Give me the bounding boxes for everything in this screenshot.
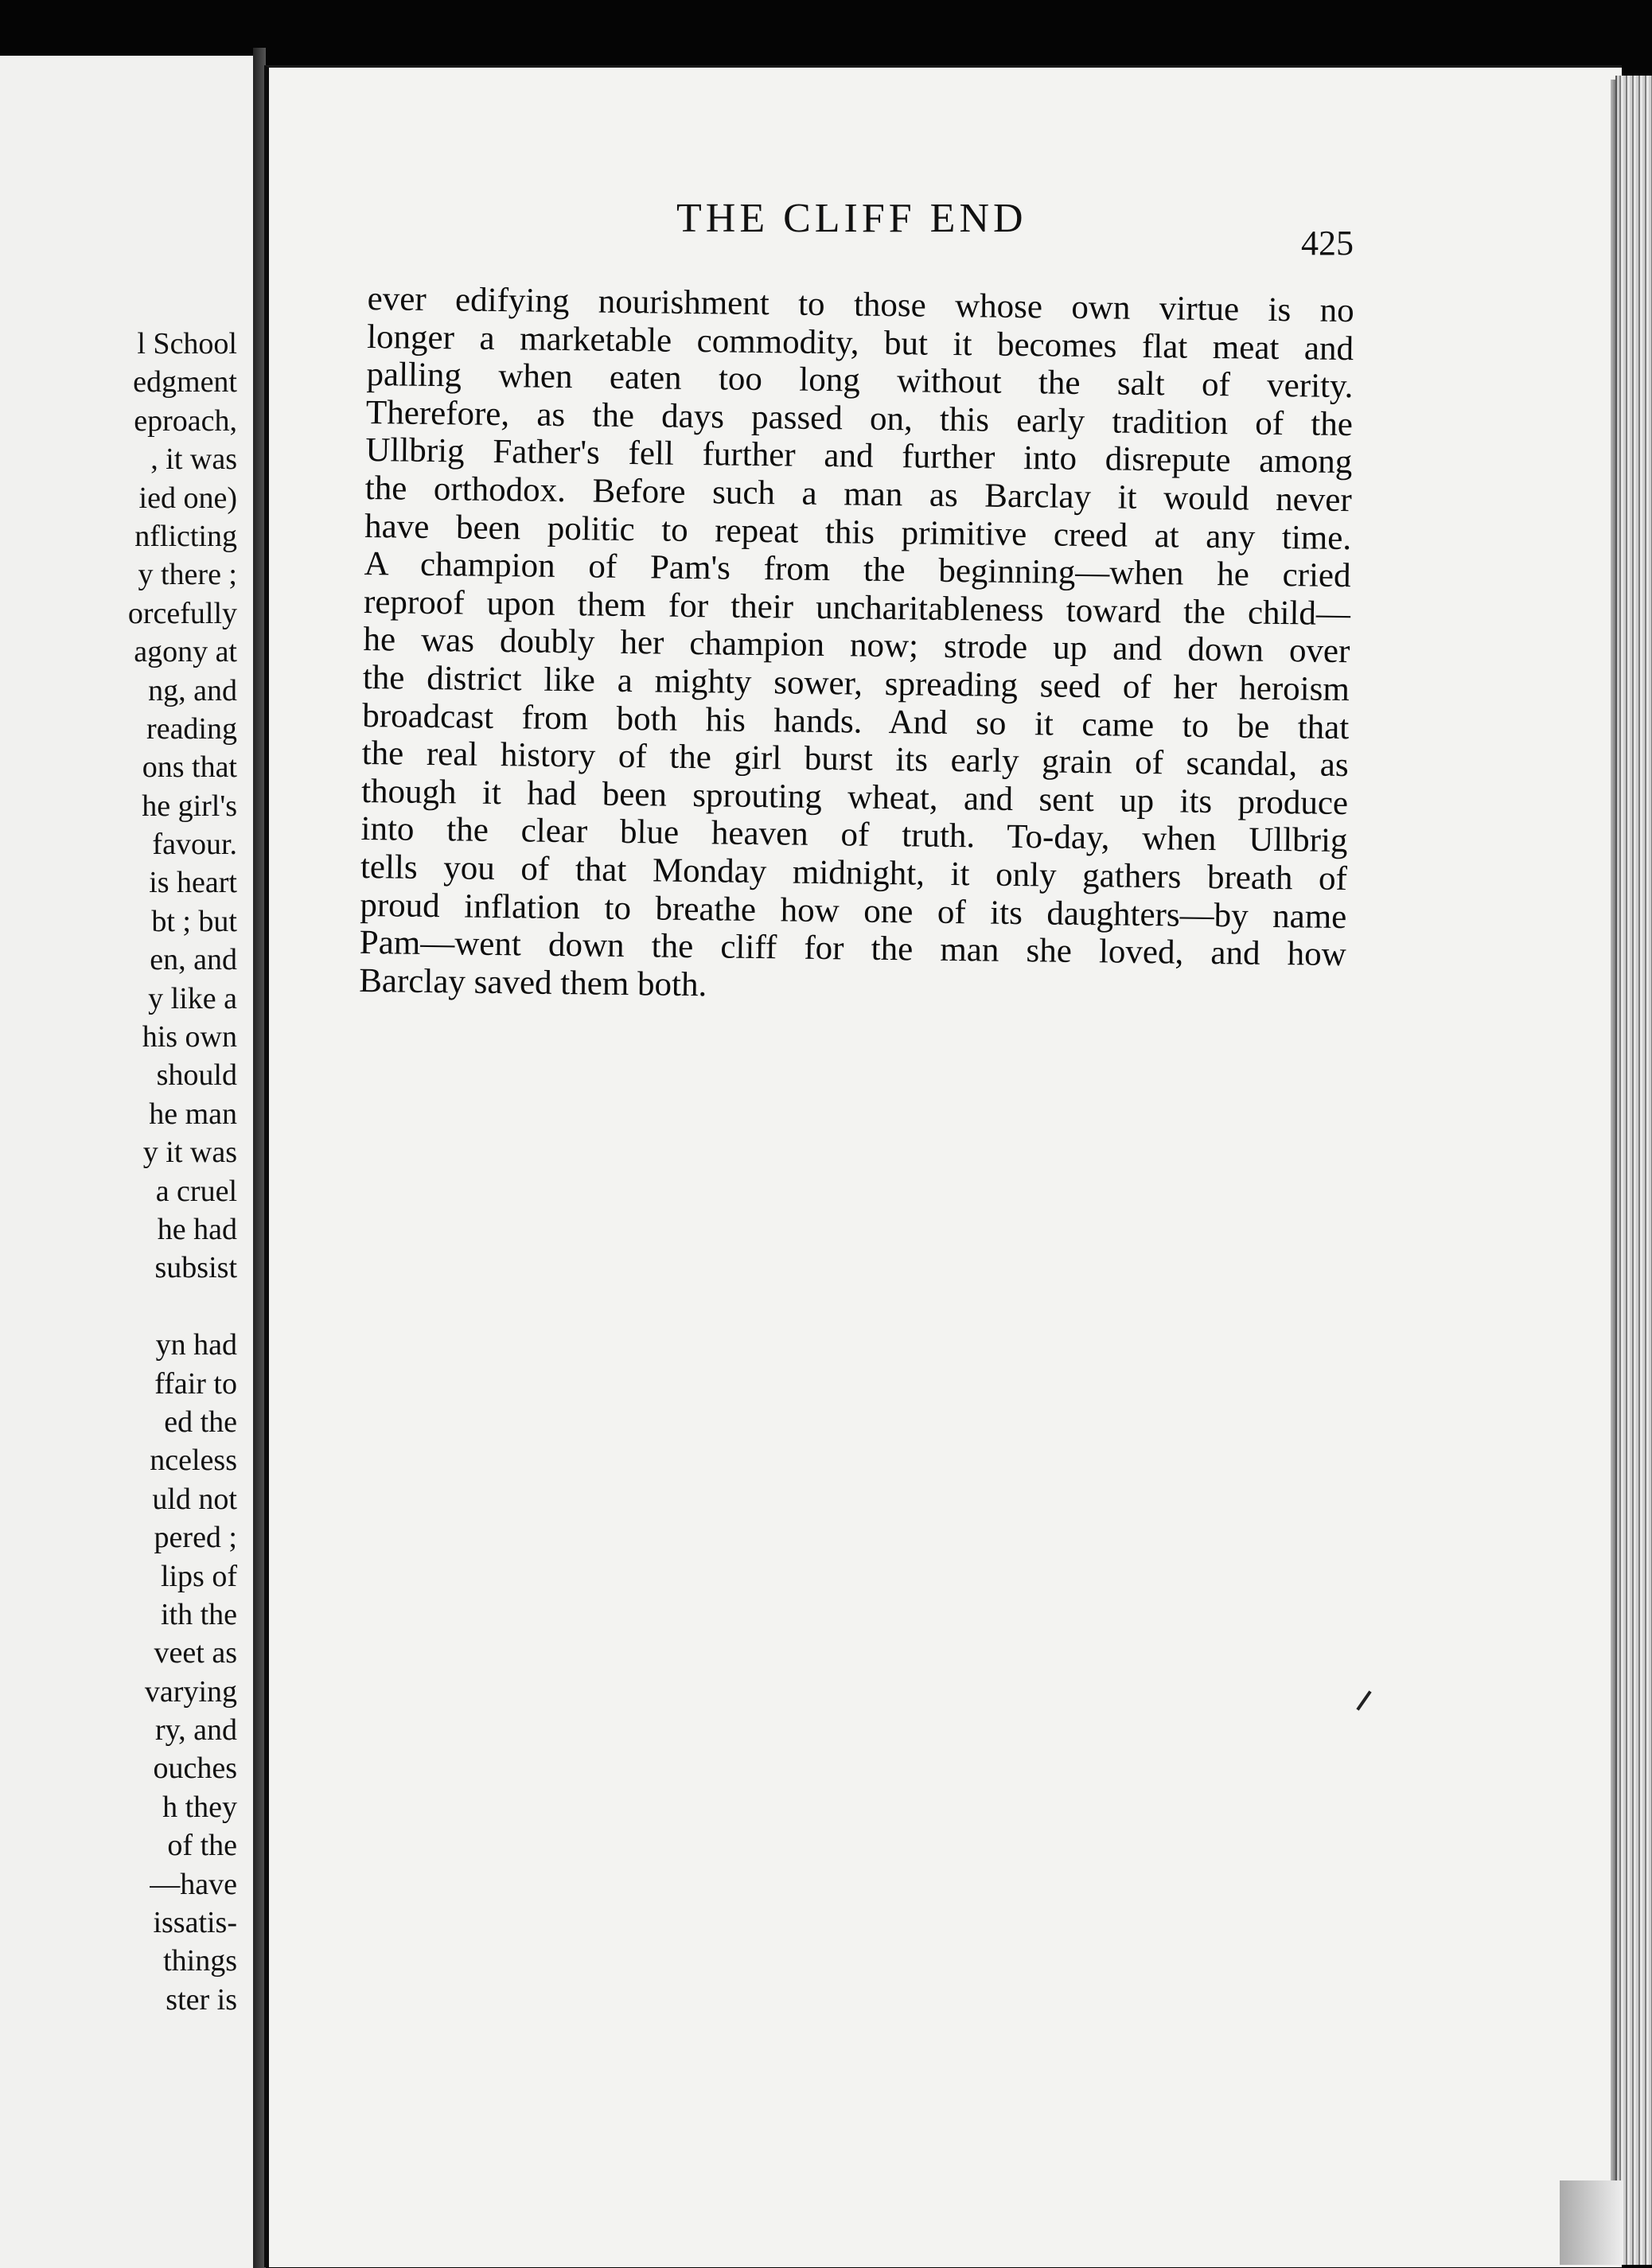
text-line: though it had been sprouting wheat, and sent up its produce: [360, 772, 1349, 822]
left-text-line: ons that: [142, 750, 237, 785]
left-text-line: ster is: [166, 1982, 237, 2017]
left-text-line: ffair to: [154, 1366, 237, 1401]
left-text-line: issatis-: [153, 1906, 237, 1940]
left-text-line: eproach,: [134, 403, 237, 438]
left-text-line: should: [156, 1058, 237, 1093]
text-line: Pam—went down the cliff for the man she loved, and how: [359, 924, 1347, 974]
left-text-line: ouches: [153, 1752, 237, 1786]
text-line: the district like a mighty sower, spreading seed of her heroism: [362, 658, 1350, 709]
text-line: the real history of the girl burst its early grain of scandal, as: [361, 735, 1349, 785]
left-text-line: ied one): [138, 481, 237, 515]
text-line: ever edifying nourishment to those whose own virtue is no: [367, 280, 1354, 330]
left-text-line: of the: [167, 1829, 237, 1863]
left-text-line: ith the: [160, 1597, 237, 1631]
left-text-line: nceless: [150, 1444, 237, 1478]
left-page-text: [0, 325, 237, 2019]
left-text-line: y it was: [142, 1136, 237, 1170]
left-text-line: , it was: [150, 442, 237, 477]
left-text-line: lips of: [160, 1559, 237, 1593]
left-text-line: he man: [149, 1097, 237, 1131]
left-text-line: —have: [150, 1867, 237, 1901]
left-text-line: ng, and: [148, 673, 237, 707]
left-text-line: reading: [146, 711, 237, 746]
body-text: [359, 280, 1354, 1011]
left-text-line: y there ;: [138, 558, 237, 592]
left-text-line: veet as: [154, 1636, 237, 1670]
page-fold: [1560, 2180, 1623, 2265]
left-text-line: he girl's: [142, 789, 237, 823]
left-text-line: l School: [137, 327, 237, 360]
text-line: have been politic to repeat this primitive creed at any time.: [364, 507, 1352, 557]
page-edges: [1615, 76, 1652, 2265]
text-line: broadcast from both his hands. And so it came to be that: [362, 696, 1350, 746]
left-text-line: orcefully: [127, 596, 237, 630]
text-line: he was doubly her champion now; strode up and down over: [363, 621, 1350, 671]
left-text-line: bt ; but: [151, 904, 237, 938]
left-text-line: a cruel: [155, 1174, 237, 1208]
text-line: Barclay saved them both.: [358, 961, 707, 1003]
left-text-line: varying: [144, 1674, 237, 1709]
left-text-line: uld not: [152, 1482, 237, 1516]
left-text-line: pered ;: [154, 1521, 237, 1555]
left-text-line: [0, 1288, 237, 1326]
text-line: into the clear blue heaven of truth. To-day, when Ullbrig: [360, 810, 1348, 860]
left-text-line: nflicting: [134, 519, 237, 553]
text-line: palling when eaten too long without the salt of verity.: [366, 356, 1354, 406]
text-line: Ullbrig Father's fell further and further into disrepute among: [365, 431, 1353, 481]
left-text-line: yn had: [155, 1328, 237, 1362]
text-line: tells you of that Monday midnight, it only gathers breath of: [360, 848, 1348, 898]
left-text-line: ry, and: [154, 1713, 237, 1748]
text-line: Therefore, as the days passed on, this early tradition of the: [365, 393, 1354, 443]
text-line: longer a marketable commodity, but it becomes flat meat and: [366, 318, 1354, 368]
left-text-line: is heart: [149, 866, 237, 900]
left-page: [0, 56, 256, 2268]
running-header: THE CLIFF END: [676, 196, 1027, 241]
text-line: proud inflation to breathe how one of its daughters—by name: [360, 886, 1347, 936]
left-text-line: he had: [157, 1212, 237, 1246]
text-line: reproof upon them for their uncharitableness toward the child—: [363, 583, 1351, 633]
left-text-line: agony at: [134, 635, 237, 669]
left-text-line: h they: [162, 1790, 237, 1824]
left-text-line: favour.: [152, 828, 237, 862]
left-text-line: subsist: [154, 1251, 237, 1285]
left-text-line: his own: [142, 1020, 237, 1054]
page-number: 425: [1301, 224, 1354, 263]
text-line: the orthodox. Before such a man as Barclay it would never: [364, 469, 1353, 520]
left-text-line: en, and: [150, 943, 237, 977]
left-text-line: ed the: [164, 1405, 237, 1439]
left-text-line: y like a: [148, 981, 237, 1015]
left-text-line: things: [163, 1944, 237, 1978]
left-text-line: edgment: [133, 365, 237, 399]
text-line: A champion of Pam's from the beginning—when he cried: [364, 545, 1351, 595]
